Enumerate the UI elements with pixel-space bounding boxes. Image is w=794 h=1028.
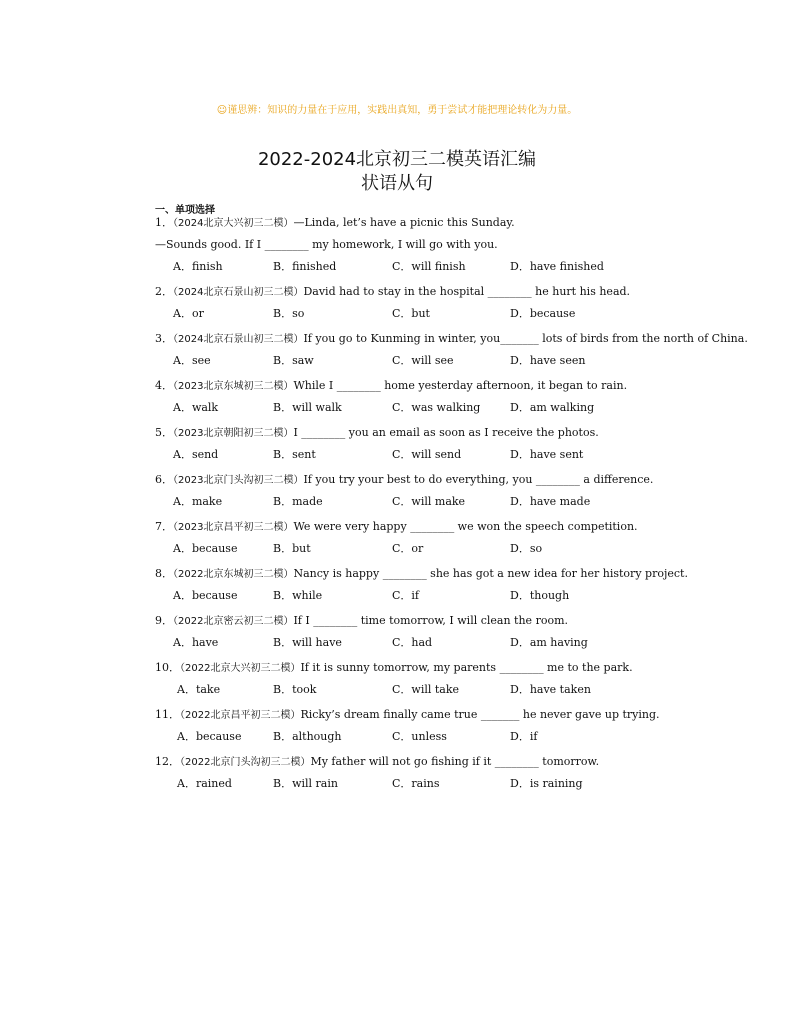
option-a[interactable]: A．because (173, 542, 238, 555)
question-stem (155, 518, 735, 540)
option-d[interactable]: D．am walking (510, 401, 595, 414)
option-b[interactable]: B．made (273, 495, 323, 508)
question-text: My father will not go fishing if it ________ tomorrow. (310, 755, 600, 768)
question-source: （2022北京大兴初三二模） (180, 663, 301, 674)
question-item (155, 424, 735, 471)
option-b[interactable]: B．while (273, 589, 323, 602)
option-d[interactable]: D．have made (510, 495, 591, 508)
option-b[interactable]: B．finished (273, 260, 337, 273)
answer-options (155, 540, 735, 565)
option-c[interactable]: C．but (392, 307, 430, 320)
option-a[interactable]: A．finish (173, 260, 223, 273)
question-source: （2023北京门头沟初三二模） (173, 475, 304, 486)
question-number: 12． (155, 755, 180, 768)
option-b[interactable]: B．saw (273, 354, 314, 367)
question-text: Nancy is happy ________ she has got a new idea for her history project. (293, 567, 688, 580)
option-c[interactable]: C．if (392, 589, 420, 602)
option-c[interactable]: C．was walking (392, 401, 481, 414)
question-item (155, 518, 735, 565)
option-c[interactable]: C．will finish (392, 260, 466, 273)
option-b[interactable]: B．will walk (273, 401, 342, 414)
question-source: （2022北京昌平初三二模） (180, 710, 301, 721)
question-item (155, 377, 735, 424)
answer-options (155, 305, 735, 330)
option-a[interactable]: A．make (173, 495, 223, 508)
option-d[interactable]: D．have finished (510, 260, 604, 273)
question-item (155, 612, 735, 659)
question-stem (155, 377, 735, 399)
option-c[interactable]: C．will send (392, 448, 462, 461)
option-a[interactable]: A．rained (177, 777, 232, 790)
question-source: （2023北京东城初三二模） (173, 381, 294, 392)
question-number: 4． (155, 379, 173, 392)
option-d[interactable]: D．is raining (510, 777, 583, 790)
question-number: 11． (155, 708, 180, 721)
question-item (155, 706, 735, 753)
option-b[interactable]: B．but (273, 542, 311, 555)
option-b[interactable]: B．will rain (273, 777, 338, 790)
question-source: （2023北京昌平初三二模） (173, 522, 294, 533)
option-a[interactable]: A．have (173, 636, 219, 649)
question-number: 8． (155, 567, 173, 580)
section-heading: 一、单项选择 (155, 205, 215, 216)
answer-options (155, 446, 735, 471)
answer-options (155, 775, 735, 800)
question-item (155, 659, 735, 706)
question-source: （2024北京石景山初三二模） (173, 287, 304, 298)
title-line-2: 状语从句 (361, 173, 433, 194)
question-number: 6． (155, 473, 173, 486)
question-stem (155, 424, 735, 446)
question-stem (155, 659, 735, 681)
option-a[interactable]: A．or (173, 307, 204, 320)
option-b[interactable]: B．took (273, 683, 317, 696)
question-text: If you try your best to do everything, you ________ a difference. (303, 473, 654, 486)
option-c[interactable]: C．will see (392, 354, 454, 367)
option-b[interactable]: B．sent (273, 448, 316, 461)
option-c[interactable]: C．rains (392, 777, 440, 790)
answer-options (155, 493, 735, 518)
page-title (0, 148, 794, 196)
option-d[interactable]: D．because (510, 307, 576, 320)
option-b[interactable]: B．will have (273, 636, 342, 649)
question-item (155, 330, 748, 377)
question-source: （2023北京朝阳初三二模） (173, 428, 294, 439)
title-line-1: 2022-2024北京初三二模英语汇编 (257, 149, 537, 170)
question-number: 2． (155, 285, 173, 298)
option-a[interactable]: A．see (173, 354, 211, 367)
question-text: Ricky’s dream finally came true _______ he never gave up trying. (300, 708, 660, 721)
question-text-line2: —Sounds good. If I ________ my homework, I will go with you. (155, 238, 498, 251)
question-stem (155, 753, 735, 775)
option-a[interactable]: A．send (173, 448, 219, 461)
option-a[interactable]: A．take (177, 683, 221, 696)
answer-options (155, 634, 735, 659)
option-b[interactable]: B．although (273, 730, 342, 743)
question-stem (155, 214, 735, 236)
question-item (155, 283, 735, 330)
answer-options (155, 587, 735, 612)
option-d[interactable]: D．so (510, 542, 543, 555)
question-stem (155, 612, 735, 634)
question-text: If you go to Kunming in winter, you_______ lots of birds from the north of China. (303, 332, 748, 345)
question-source: （2022北京密云初三二模） (173, 616, 294, 627)
question-number: 3． (155, 332, 173, 345)
option-d[interactable]: D．though (510, 589, 570, 602)
question-stem (155, 565, 735, 587)
question-source: （2022北京东城初三二模） (173, 569, 294, 580)
option-a[interactable]: A．because (177, 730, 242, 743)
answer-options (155, 258, 735, 283)
option-d[interactable]: D．have seen (510, 354, 586, 367)
question-item (155, 753, 735, 800)
question-number: 1． (155, 216, 173, 229)
question-stem (155, 471, 735, 493)
option-d[interactable]: D．have sent (510, 448, 584, 461)
option-a[interactable]: A．walk (173, 401, 219, 414)
option-d[interactable]: D．am having (510, 636, 588, 649)
question-stem (155, 706, 735, 728)
option-d[interactable]: D．if (510, 730, 538, 743)
question-source: （2022北京门头沟初三二模） (180, 757, 311, 768)
question-text: While I ________ home yesterday afternoon, it began to rain. (293, 379, 628, 392)
option-c[interactable]: C．had (392, 636, 433, 649)
question-list (155, 214, 748, 800)
question-number: 10． (155, 661, 180, 674)
question-text: —Linda, let’s have a picnic this Sunday. (293, 216, 515, 229)
option-d[interactable]: D．have taken (510, 683, 591, 696)
option-b[interactable]: B．so (273, 307, 305, 320)
question-text: We were very happy ________ we won the speech competition. (293, 520, 638, 533)
question-source: （2024北京大兴初三二模） (173, 218, 294, 229)
question-item (155, 214, 735, 283)
question-text: David had to stay in the hospital ________ he hurt his head. (303, 285, 631, 298)
question-text: If I ________ time tomorrow, I will clean the room. (293, 614, 568, 627)
question-text: I ________ you an email as soon as I receive the photos. (293, 426, 599, 439)
option-c[interactable]: C．will take (392, 683, 460, 696)
question-stem (155, 283, 735, 305)
question-source: （2024北京石景山初三二模） (173, 334, 304, 345)
question-item (155, 565, 735, 612)
option-c[interactable]: C．unless (392, 730, 447, 743)
question-stem (155, 330, 748, 352)
motto-banner: ☺谨思辨：知识的力量在于应用，实践出真知，勇于尝试才能把理论转化为力量。 (216, 105, 578, 116)
answer-options (155, 681, 735, 706)
option-a[interactable]: A．because (173, 589, 238, 602)
option-c[interactable]: C．or (392, 542, 424, 555)
answer-options (155, 728, 735, 753)
question-number: 9． (155, 614, 173, 627)
answer-options (155, 352, 735, 377)
question-item (155, 471, 735, 518)
question-text: If it is sunny tomorrow, my parents ________ me to the park. (300, 661, 633, 674)
question-number: 7． (155, 520, 173, 533)
answer-options (155, 399, 735, 424)
option-c[interactable]: C．will make (392, 495, 466, 508)
question-number: 5． (155, 426, 173, 439)
